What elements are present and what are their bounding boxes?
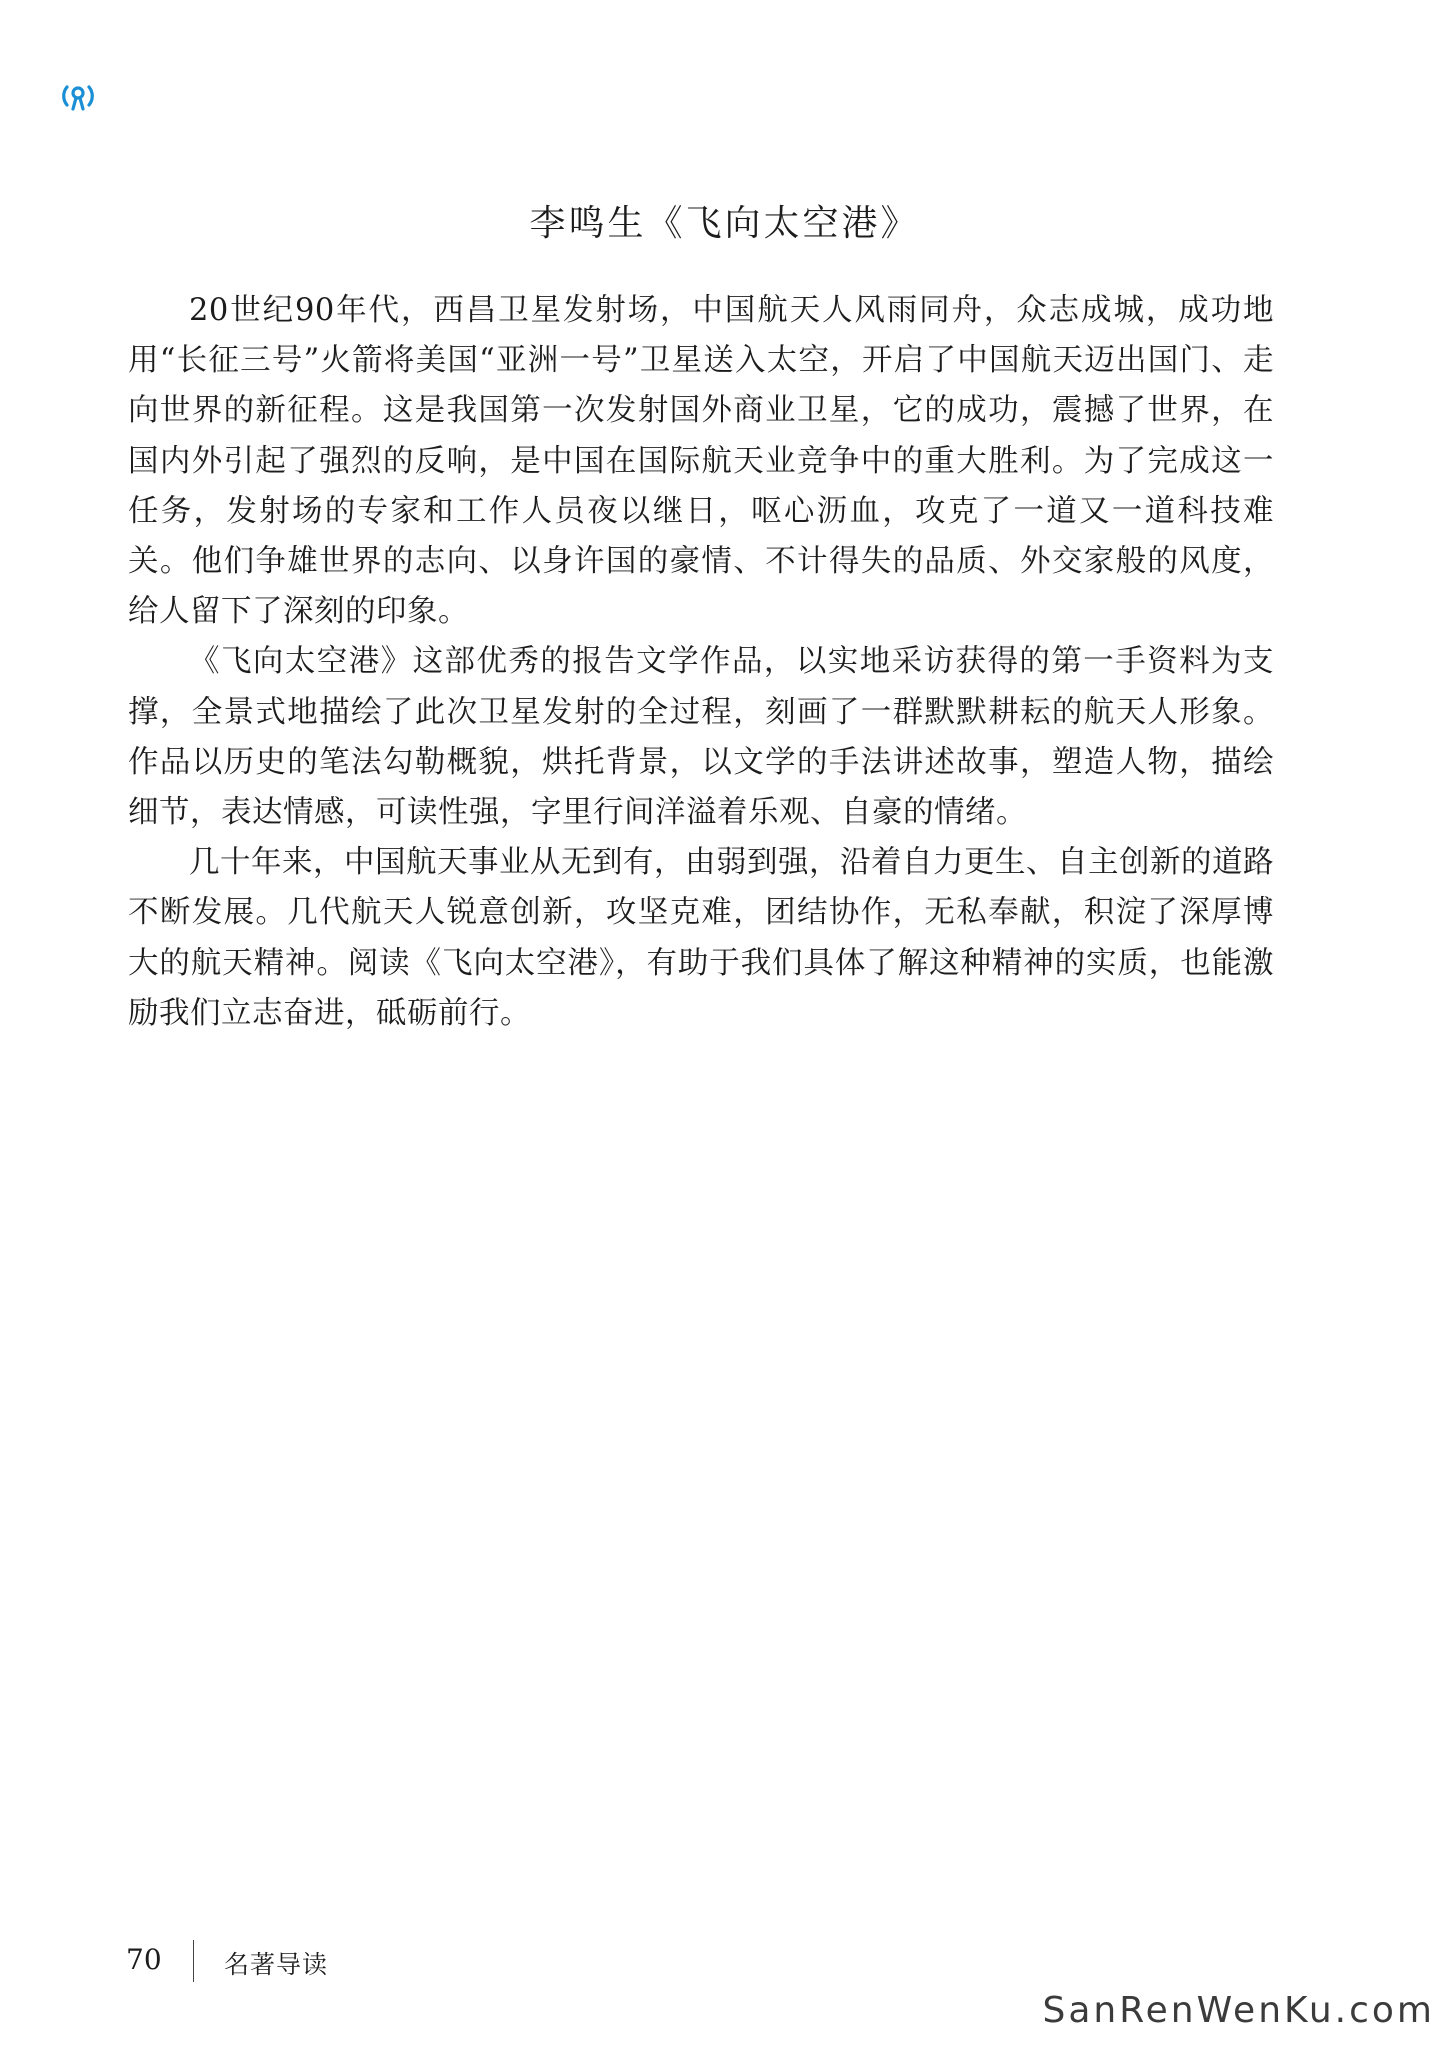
paragraph: 20世纪90年代，西昌卫星发射场，中国航天人风雨同舟，众志成城，成功地用“长征三号”火箭将美国“亚洲一号”卫星送入太空，开启了中国航天迈出国门、走向世界的新征程。这是我国第一次发射国外商业卫星，它的成功，震撼了世界，在国内外引起了强烈的反响，是中国在国际航天业竞争中的重大胜利。为了完成这一任务，发射场的专家和工作人员夜以继日，呕心沥血，攻克了一道又一道科技难关。他们争雄世界的志向、以身许国的豪情、不计得失的品质、外交家般的风度，给人留下了深刻的印象。 <box>128 293 1274 630</box>
watermark: SanRenWenKu.com <box>1042 1990 1435 2031</box>
section-title: 名著导读 <box>224 1950 329 1979</box>
page-number: 70 <box>126 1943 162 1976</box>
article-title: 李鸣生《飞向太空港》 <box>529 203 920 244</box>
paragraph: 《飞向太空港》这部优秀的报告文学作品，以实地采访获得的第一手资料为支撑，全景式地描绘了此次卫星发射的全过程，刻画了一群默默耕耘的航天人形象。作品以历史的笔法勾勒概貌，烘托背景，以文学的手法讲述故事，塑造人物，描绘细节，表达情感，可读性强，字里行间洋溢着乐观、自豪的情绪。 <box>128 644 1274 831</box>
paragraph: 几十年来，中国航天事业从无到有，由弱到强，沿着自力更生、自主创新的道路不断发展。几代航天人锐意创新，攻坚克难，团结协作，无私奉献，积淀了深厚博大的航天精神。阅读《飞向太空港》，有助于我们具体了解这种精神的实质，也能激励我们立志奋进，砥砺前行。 <box>128 845 1274 1031</box>
signal-icon <box>60 80 96 112</box>
footer-divider <box>193 1940 194 1982</box>
article-body <box>128 286 1274 1039</box>
